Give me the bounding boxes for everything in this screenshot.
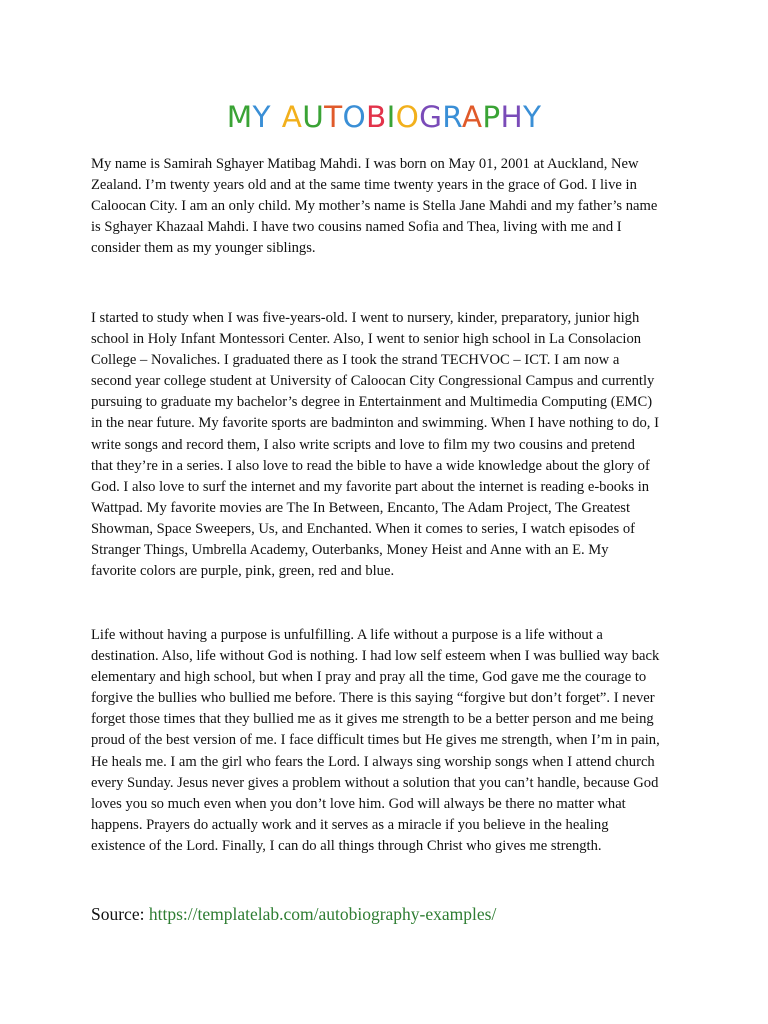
title-letter: U (302, 100, 325, 134)
paragraph-line: Zealand. I’m twenty years old and at the same time twenty years in the grace of God. I live in (91, 177, 637, 194)
paragraph-line: consider them as my younger siblings. (91, 240, 316, 257)
paragraph-line: that they’re in a series. I also love to read the bible to have a wide knowledge about the glory of (91, 457, 650, 474)
source-citation (91, 901, 496, 927)
paragraph-line: My name is Samirah Sghayer Matibag Mahdi. I was born on May 01, 2001 at Auckland, New (91, 156, 639, 172)
paragraph-line: every Sunday. Jesus never gives a problem without a solution that you can’t handle, because God (91, 774, 659, 791)
paragraph-line: forgive the bullies who bullied me before. There is this saying “forgive but don’t forget”. I never (91, 690, 655, 707)
page-title-letters (227, 100, 542, 134)
title-letter: Y (252, 100, 271, 134)
title-letter: O (395, 100, 420, 134)
paragraph-line: second year college student at University of Caloocan City Congressional Campus and currently (91, 373, 655, 390)
paragraph-education (91, 308, 691, 582)
paragraph-line: Caloocan City. I am an only child. My mother’s name is Stella Jane Mahdi and my father’s name (91, 198, 658, 215)
title-letter: M (226, 100, 253, 134)
paragraph-line: in the near future. My favorite sports are badminton and swimming. When I have nothing to do, I (91, 415, 659, 432)
paragraph-line: Life without having a purpose is unfulfilling. A life without a purpose is a life without a (91, 627, 603, 643)
paragraph-intro (91, 154, 691, 259)
paragraph-line: is Sghayer Khazaal Mahdi. I have two cousins named Sofia and Thea, living with me and I (91, 219, 622, 236)
page-title (0, 97, 768, 137)
title-letter: Y (522, 100, 542, 134)
paragraph-line: forget those times that they bullied me as it gives me strength to be a better person and me being (91, 711, 654, 728)
paragraph-line: proud of the best version of me. I face difficult times but He gives me strength, when I’m in pain, (91, 732, 660, 749)
title-letter: A (461, 100, 483, 134)
source-label: Source: (91, 904, 149, 924)
title-letter: T (324, 100, 343, 134)
paragraph-line: elementary and high school, but when I pray and pray all the time, God gave me the courage to (91, 669, 647, 686)
paragraph-line: write songs and record them, I also write scripts and love to film my two cousins and pretend (91, 436, 635, 453)
paragraph-line: loves you so much even when you don’t love him. God will always be there no matter what (91, 795, 626, 812)
title-letter: I (386, 100, 396, 134)
title-letter: H (500, 100, 523, 134)
title-letter: B (366, 100, 387, 134)
paragraph-line: pursuing to graduate my bachelor’s degree in Entertainment and Multimedia Computing (EMC) (91, 394, 653, 411)
paragraph-line: happens. Prayers do actually work and it serves as a miracle if you believe in the healing (91, 816, 609, 833)
paragraph-line: school in Holy Infant Montessori Center. Also, I went to senior high school in La Consolacion (91, 331, 642, 348)
title-letter: G (419, 100, 443, 134)
title-letter: P (482, 100, 501, 134)
title-letter: A (281, 100, 303, 134)
paragraph-purpose (91, 625, 691, 857)
paragraph-line: favorite colors are purple, pink, green, red and blue. (91, 563, 395, 580)
title-letter: R (442, 100, 462, 134)
paragraph-line: Stranger Things, Umbrella Academy, Outerbanks, Money Heist and Anne with an E. My (91, 542, 609, 559)
source-link[interactable]: https://templatelab.com/autobiography-examples/ (148, 904, 497, 924)
paragraph-line: God. I also love to surf the internet and my favorite part about the internet is reading e-books in (91, 478, 650, 495)
paragraph-line: He heals me. I am the girl who fears the Lord. I always sing worship songs when I attend church (91, 753, 655, 770)
paragraph-line: existence of the Lord. Finally, I can do all things through Christ who gives me strength. (91, 837, 602, 854)
paragraph-line: Wattpad. My favorite movies are The In Between, Encanto, The Adam Project, The Greatest (91, 499, 631, 516)
paragraph-line: College – Novaliches. I graduated there as I took the strand TECHVOC – ICT. I am now a (91, 352, 620, 369)
paragraph-line: I started to study when I was five-years-old. I went to nursery, kinder, preparatory, junior high (91, 310, 640, 326)
title-letter: O (342, 100, 367, 134)
paragraph-line: destination. Also, life without God is nothing. I had low self esteem when I was bullied way back (91, 648, 660, 665)
paragraph-line: Showman, Space Sweepers, Us, and Enchanted. When it comes to series, I watch episodes of (91, 520, 636, 537)
